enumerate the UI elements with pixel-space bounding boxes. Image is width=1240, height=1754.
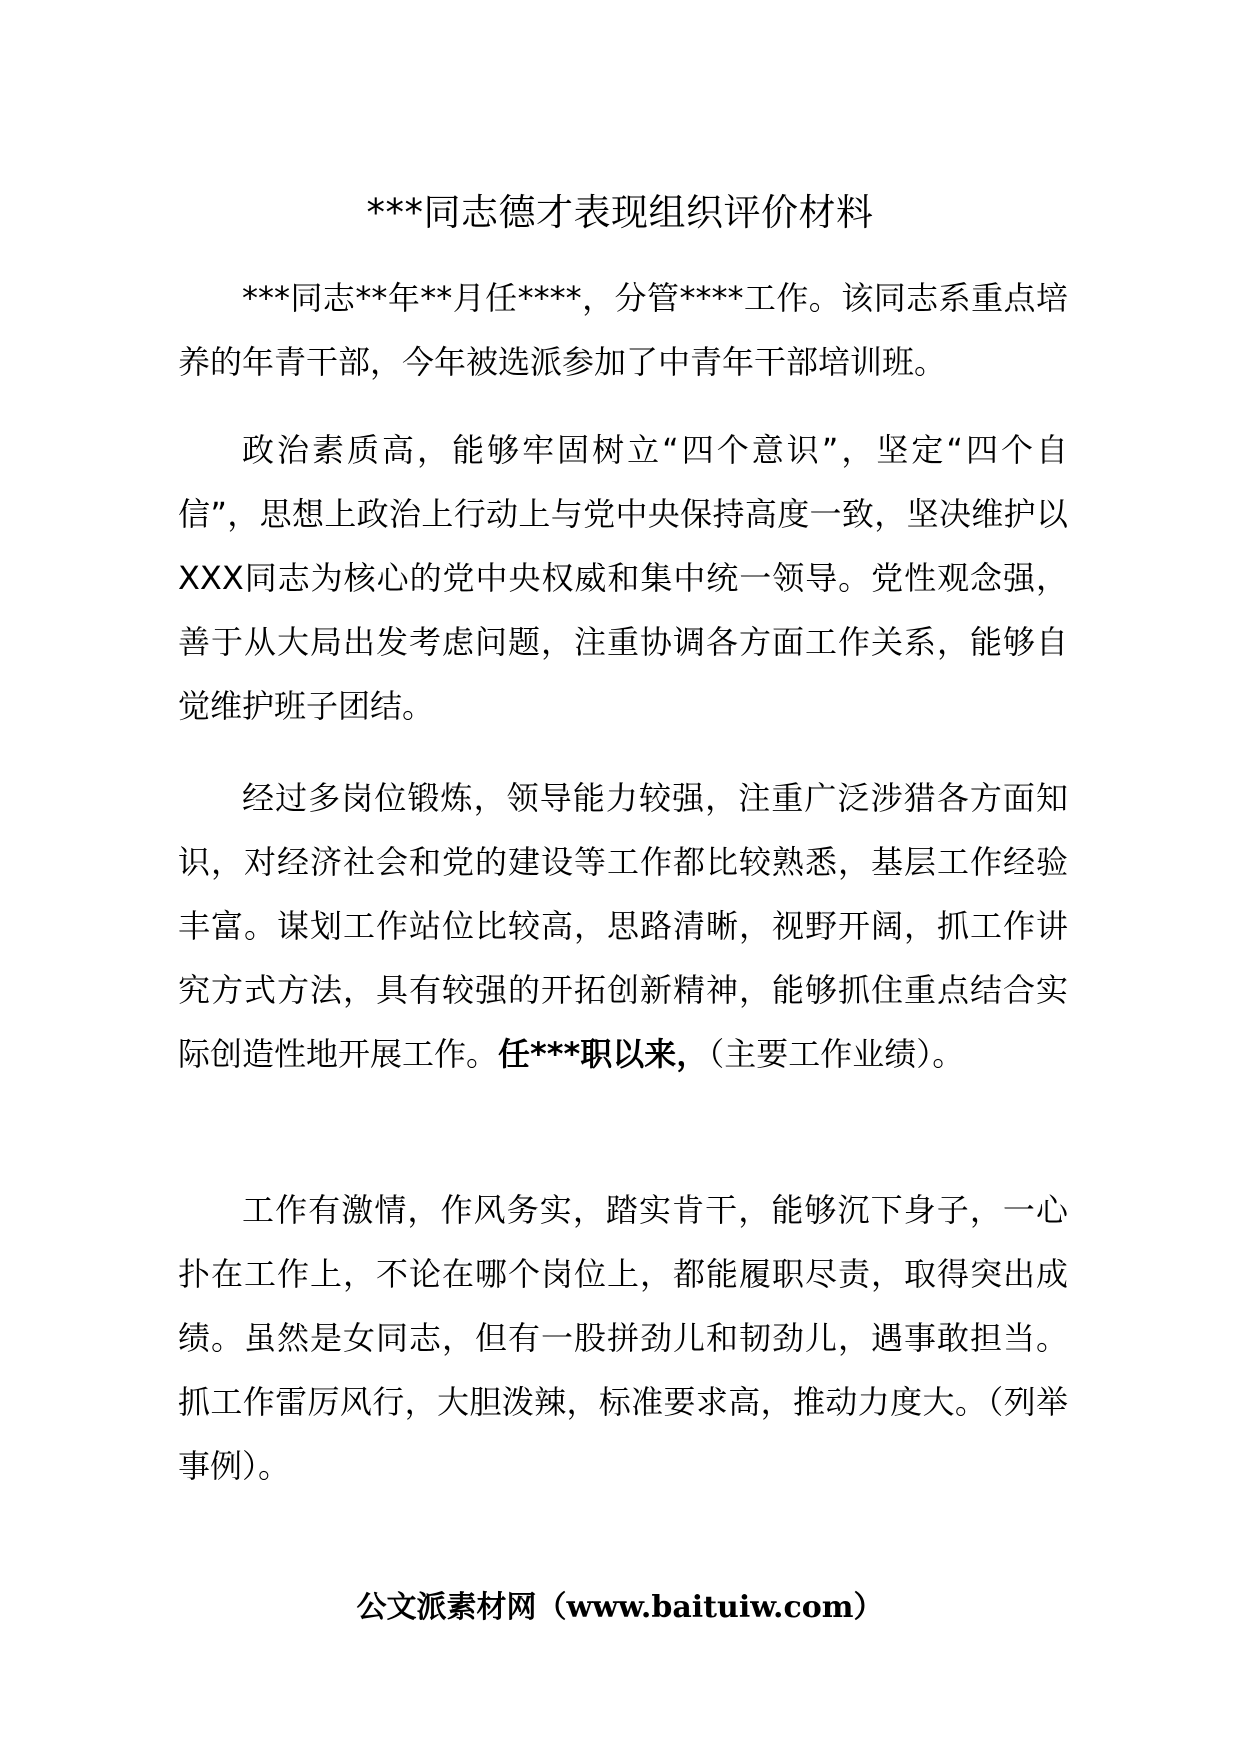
paragraph-work-style: 工作有激情，作风务实，踏实肯干，能够沉下身子，一心扑在工作上，不论在哪个岗位上，都能履职尽责，取得突出成绩。虽然是女同志，但有一股拼劲儿和韧劲儿，遇事敢担当。抓工作雷厉风行，大胆泼辣，标准要求高，推动力度大。（列举事例）。 (178, 1191, 1068, 1485)
paragraph-leadership-text: 经过多岗位锻炼，领导能力较强，注重广泛涉猎各方面知识，对经济社会和党的建设等工作都比较熟悉，基层工作经验丰富。谋划工作站位比较高，思路清晰，视野开阔，抓工作讲究方式方法，具有较强的开拓创新精神，能够抓住重点结合实际创造性地开展工作。 (178, 779, 1068, 1073)
footer-watermark: 公文派素材网（www.baituiw.com） (356, 1590, 884, 1625)
paragraph-leadership-ability (178, 766, 1068, 1086)
paragraph-appointment: ***同志**年**月任****，分管****工作。该同志系重点培养的年青干部，今年被选派参加了中青年干部培训班。 (178, 279, 1068, 381)
paragraph-leadership-tail: （主要工作业绩）。 (708, 1035, 965, 1073)
document-title: ***同志德才表现组织评价材料 (366, 191, 874, 234)
paragraph-political-quality: 政治素质高，能够牢固树立“四个意识”，坚定“四个自信”，思想上政治上行动上与党中央保持高度一致，坚决维护以XXX同志为核心的党中央权威和集中统一领导。党性观念强，善于从大局出发考虑问题，注重协调各方面工作关系，能够自觉维护班子团结。 (178, 431, 1068, 725)
paragraph-leadership-bold: 任***职以来， (498, 1035, 709, 1073)
